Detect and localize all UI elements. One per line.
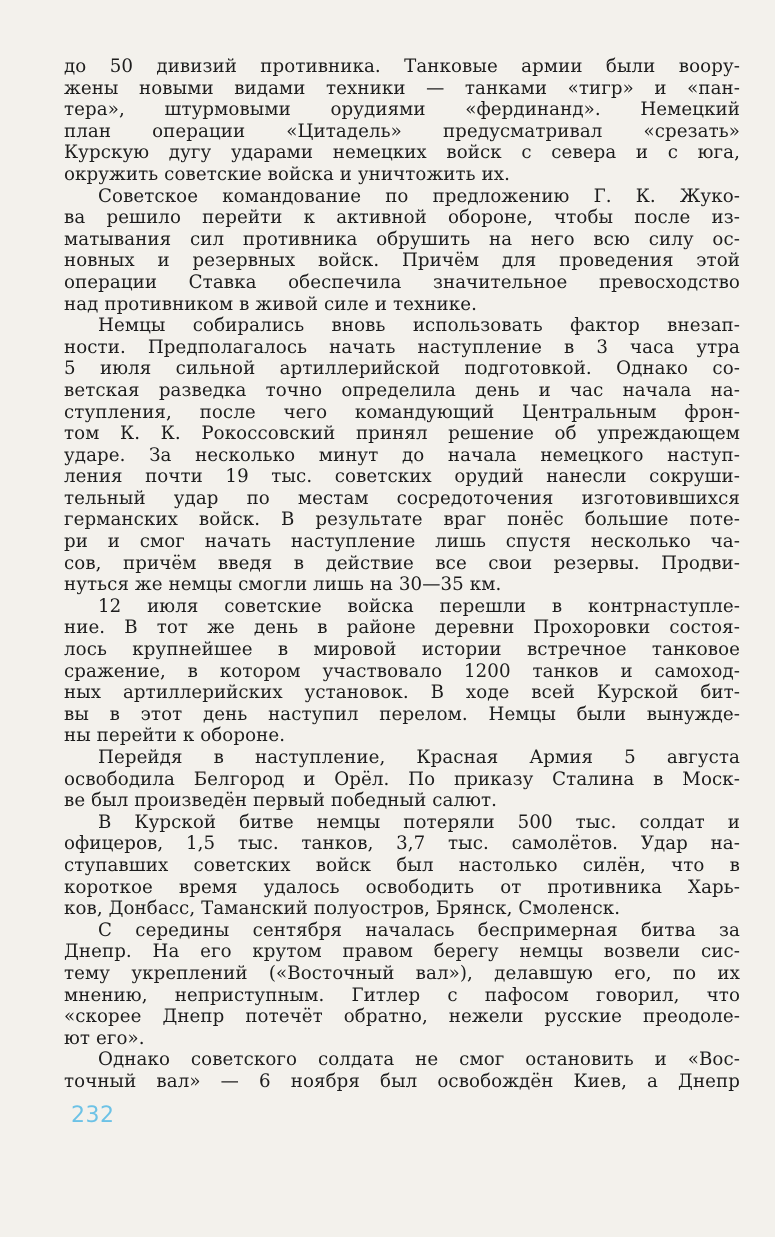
text-line: окружить советские войска и уничтожить их. <box>64 163 511 185</box>
text-line: ступавших советских войск был настолько силён, что в <box>64 854 740 876</box>
text-line: над противником в живой силе и технике. <box>64 293 477 315</box>
text-line: Перейдя в наступление, Красная Армия 5 августа <box>98 747 740 768</box>
text-line: ступления, после чего командующий Центральным фрон- <box>64 401 740 423</box>
text-line: сражение, в котором участвовало 1200 танков и самоход- <box>64 660 740 682</box>
text-line: сов, причём введя в действие все свои резервы. Продви- <box>64 552 740 574</box>
text-line: короткое время удалось освободить от противника Харь- <box>64 876 740 898</box>
text-line: лось крупнейшее в мировой истории встречное танковое <box>64 639 740 661</box>
paragraph <box>64 920 740 1050</box>
text-line: жены новыми видами техники — танками «тигр» и «пан- <box>64 77 740 99</box>
text-line: ны перейти к обороне. <box>64 725 286 747</box>
text-line: В Курской битве немцы потеряли 500 тыс. солдат и <box>98 811 740 833</box>
paragraph <box>64 315 740 596</box>
text-line: германских войск. В результате враг понёс большие поте- <box>64 509 740 531</box>
text-line: том К. К. Рокоссовский принял решение об упреждающем <box>64 423 740 445</box>
text-line: Курскую дугу ударами немецких войск с севера и с юга, <box>64 142 740 164</box>
paragraph <box>64 56 740 186</box>
page-number: 232 <box>71 1103 115 1128</box>
text-line: ют его». <box>64 1027 145 1049</box>
text-line: Днепр. На его крутом правом берегу немцы возвели сис- <box>64 941 740 963</box>
text-line: мнению, неприступным. Гитлер с пафосом говорил, что <box>64 984 740 1006</box>
text-line: Советское командование по предложению Г. К. Жуко- <box>98 185 740 207</box>
text-line: тему укреплений («Восточный вал»), делавшую его, по их <box>64 962 740 984</box>
text-line: ных артиллерийских установок. В ходе всей Курской бит- <box>64 682 740 704</box>
text-line: точный вал» — 6 ноября был освобождён Киев, а Днепр <box>64 1070 740 1092</box>
text-line: ри и смог начать наступление лишь спустя несколько ча- <box>64 531 740 553</box>
text-line: новных и резервных войск. Причём для проведения этой <box>64 250 740 272</box>
text-line: офицеров, 1,5 тыс. танков, 3,7 тыс. самолётов. Удар на- <box>64 833 740 855</box>
text-line: ков, Донбасс, Таманский полуостров, Брянск, Смоленск. <box>64 898 621 920</box>
paragraph <box>64 812 740 920</box>
paragraph <box>64 186 740 316</box>
text-line: план операции «Цитадель» предусматривал «срезать» <box>64 120 740 142</box>
text-line: Немцы собирались вновь использовать фактор внезап- <box>98 315 740 337</box>
text-line: ности. Предполагалось начать наступление в 3 часа утра <box>64 336 740 358</box>
text-line: вы в этот день наступил перелом. Немцы были вынужде- <box>64 703 740 725</box>
text-line: ударе. За несколько минут до начала немецкого наступ- <box>64 444 740 466</box>
text-line: ления почти 19 тыс. советских орудий нанесли сокруши- <box>64 466 740 488</box>
text-line: ветская разведка точно определила день и час начала на- <box>64 379 740 401</box>
paragraph <box>64 747 740 812</box>
text-line: «скорее Днепр потечёт обратно, нежели русские преодоле- <box>64 1006 740 1028</box>
text-line: Однако советского солдата не смог остановить и «Вос- <box>98 1049 740 1071</box>
text-line: до 50 дивизий противника. Танковые армии были воору- <box>64 56 740 77</box>
text-line: 12 июля советские войска перешли в контрнаступле- <box>98 595 740 617</box>
text-line: ва решило перейти к активной обороне, чтобы после из- <box>64 207 740 229</box>
text-line: С середины сентября началась беспримерная битва за <box>98 919 740 941</box>
text-line: операции Ставка обеспечила значительное превосходство <box>64 271 740 293</box>
text-line: тельный удар по местам сосредоточения изготовившихся <box>64 487 740 509</box>
page-text <box>64 56 740 1156</box>
text-line: нуться же немцы смогли лишь на 30—35 км. <box>64 574 502 596</box>
text-line: 5 июля сильной артиллерийской подготовкой. Однако со- <box>64 358 740 380</box>
text-line: освободила Белгород и Орёл. По приказу Сталина в Моск- <box>64 768 740 790</box>
paragraph <box>64 1049 740 1092</box>
text-line: тера», штурмовыми орудиями «фердинанд». Немецкий <box>64 99 740 121</box>
text-line: ве был произведён первый победный салют. <box>64 790 498 812</box>
text-line: матывания сил противника обрушить на него всю силу ос- <box>64 228 740 250</box>
paragraph <box>64 596 740 747</box>
text-line: ние. В тот же день в районе деревни Прохоровки состоя- <box>64 617 740 639</box>
